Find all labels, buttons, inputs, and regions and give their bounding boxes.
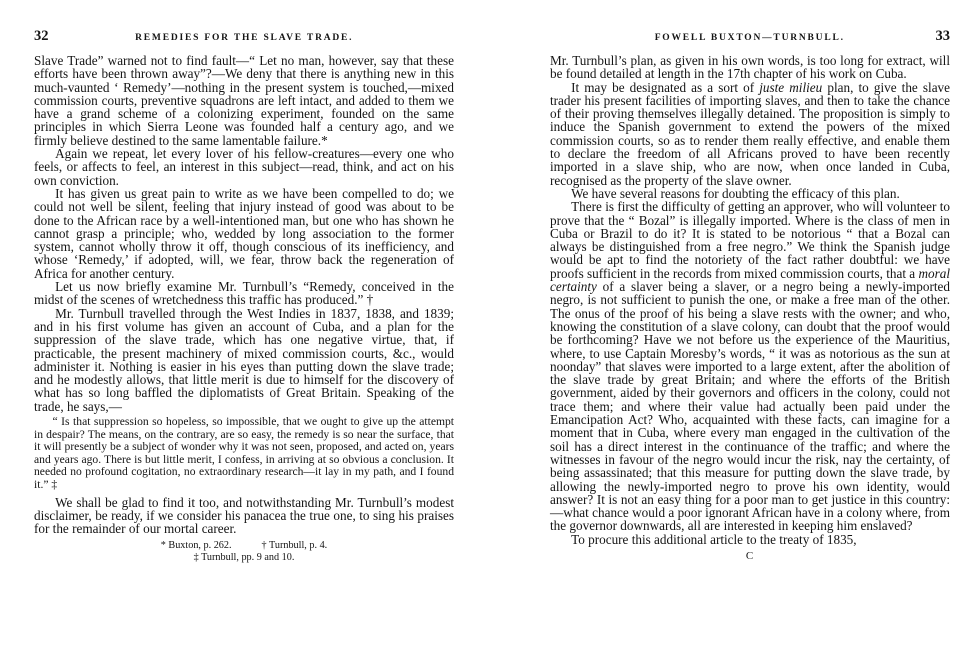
- left-paragraph: It has given us great pain to write as we have been compelled to do; we could not well be silent, feeling that injury instead of good was about to be done to the African race by a well-intentioned man, but one who has shown he cannot grasp a principle; who, wedded by long association to the former system, cannot wholly throw it off, though conscious of its inefficiency, and whose ‘Remedy,’ if adopted, will, we fear, throw back the regeneration of Africa for another century.: [34, 185, 454, 281]
- footnote: ‡ Turnbull, pp. 9 and 10.: [193, 552, 295, 564]
- right-page-number: 33: [935, 28, 950, 44]
- right-paragraph: [550, 200, 950, 532]
- left-running-head: REMEDIES FOR THE SLAVE TRADE.: [135, 33, 354, 43]
- text-run: of a slaver being a slaver, or a negro being a newly-imported negro, is not sufficient to punish the one, or make a free man of the other. The onus of the proof of his being a slave rests with the owner; and who, knowing the constitution of a slave colony, can doubt that the proof would be forthcoming? Have we not before us the experience of the Mauritius, where, to use Captain Moresby’s words, “ it was as notorious as the sun at noonday” that slaves were imported to a large extent, after the abolition of the slave trade by great Britain; and where the efforts of the British government, aided by their governors and officers in the colony, could not trace them; and where their value had actually been paid under the Emancipation Act? Who, acquainted with these facts, can imagine for a moment that in Cuba, where every man engaged in the cultivation of the soil has a direct interest in the continuance of the traffic; and where the witnesses in favour of the negro would incur the risk, nay the certainty, of being assassinated; that this measure for putting down the slave trade, by allowing the newly-imported negro to prove his own identity, would answer? It is not an easy thing for a poor man to get justice in this country:—what chance would a poor ignorant African have in a colony where, from the governor downwards, all are interested in keeping him enslaved?: [550, 279, 950, 534]
- turnbull-quote: “ Is that suppression so hopeless, so impossible, that we ought to give up the attempt in despair? The means, on the contrary, are so easy, the remedy is so near the surface, that it will presently be a subject of wonder why it was not seen, proposed, and acted on, years and years ago. There is but little merit, I confess, in arriving at so obvious a conclusion. It needed no profound cogitation, no extraordinary research—it lay in my path, and I found it.” ‡: [34, 415, 454, 491]
- right-paragraph: We have several reasons for doubting the efficacy of this plan.: [571, 185, 900, 201]
- left-paragraph: Mr. Turnbull travelled through the West Indies in 1837, 1838, and 1839; and in his first volume has given an account of Cuba, and a plan for the suppression of the slave trade, which has one negative virtue, that, if practicable, the present machinery of mixed commission courts, &c., would administer it. Nothing is easier in his eyes than putting down the slave trade; and he modestly allows, that little merit is due to himself for the discovery of what has so long baffled the diplomatists of Great Britain. Speaking of the trade, he says,—: [34, 305, 454, 414]
- left-page-header: [34, 28, 454, 54]
- text-run: plan, to give the slave trader his present facilities of importing slaves, and then to take the chance of their proving themselves illegally detained. The proposition is simply to induce the Spanish government to extend the powers of the mixed commission courts, so as to render them really effective, and enable them to declare the freedom of all Africans proved to have been recently imported in a slave ship, who are now, when once landed in Cuba, recognised as the property of the slave owner.: [550, 79, 951, 188]
- right-page-header: [550, 28, 950, 54]
- right-paragraph: Mr. Turnbull’s plan, as given in his own words, is too long for extract, will be found detailed at length in the 17th chapter of his work on Cuba.: [550, 53, 950, 82]
- right-page: [490, 0, 980, 671]
- left-paragraph: Again we repeat, let every lover of his fellow-creatures—every one who feels, or affects to feel, an interest in this subject—read, think, and act on his own conviction.: [34, 146, 454, 188]
- left-paragraph: Slave Trade” warned not to find fault—“ Let no man, however, say that these efforts have been thrown away”?—We deny that there is anything new in this much-vaunted ‘ Remedy’—nothing in the present system is touched,—mixed commission courts, preventive squadrons are left intact, and added to them we have a grand scheme of a colonizing experiment, founded on the same principles in which Sierra Leone was founded half a century ago, and we firmly believe destined to the same lamentable failure.*: [34, 53, 454, 148]
- footnotes: [34, 540, 454, 564]
- right-paragraph: [550, 81, 950, 187]
- text-run: It may be designated as a sort of: [571, 79, 760, 95]
- right-paragraph: To procure this additional article to the treaty of 1835,: [571, 531, 857, 547]
- italic-phrase: juste milieu: [759, 79, 823, 95]
- signature-mark: C: [745, 549, 755, 562]
- text-run: There is first the difficulty of getting an approver, who will volunteer to prove that the “ Bozal” is illegally imported. Where is the class of men in Cuba or Brazil to do it? It is stated to be notorious “ that a Bozal can always be distinguished from a free negro.” We think the Spanish judge would be apt to find the notoriety of the fact rather doubtful: we have proofs sufficient in the records from mixed commission courts, that a: [550, 199, 950, 281]
- footnote: * Buxton, p. 262.: [160, 540, 232, 552]
- left-paragraph: We shall be glad to find it too, and notwithstanding Mr. Turnbull’s modest disclaimer, be ready, if we consider his panacea the true one, to sing his praises for the remainder of our mortal career.: [34, 494, 454, 537]
- left-paragraph: Let us now briefly examine Mr. Turnbull’s “Remedy, conceived in the midst of the scenes of wretchedness this traffic has produced.” †: [34, 279, 454, 308]
- left-page-number: 32: [34, 28, 49, 44]
- left-page-body: [34, 54, 454, 564]
- italic-phrase: moral certainty: [550, 265, 950, 295]
- footnote: † Turnbull, p. 4.: [261, 540, 328, 552]
- right-page-body: [550, 54, 950, 563]
- right-running-head: FOWELL BUXTON—TURNBULL.: [654, 33, 845, 43]
